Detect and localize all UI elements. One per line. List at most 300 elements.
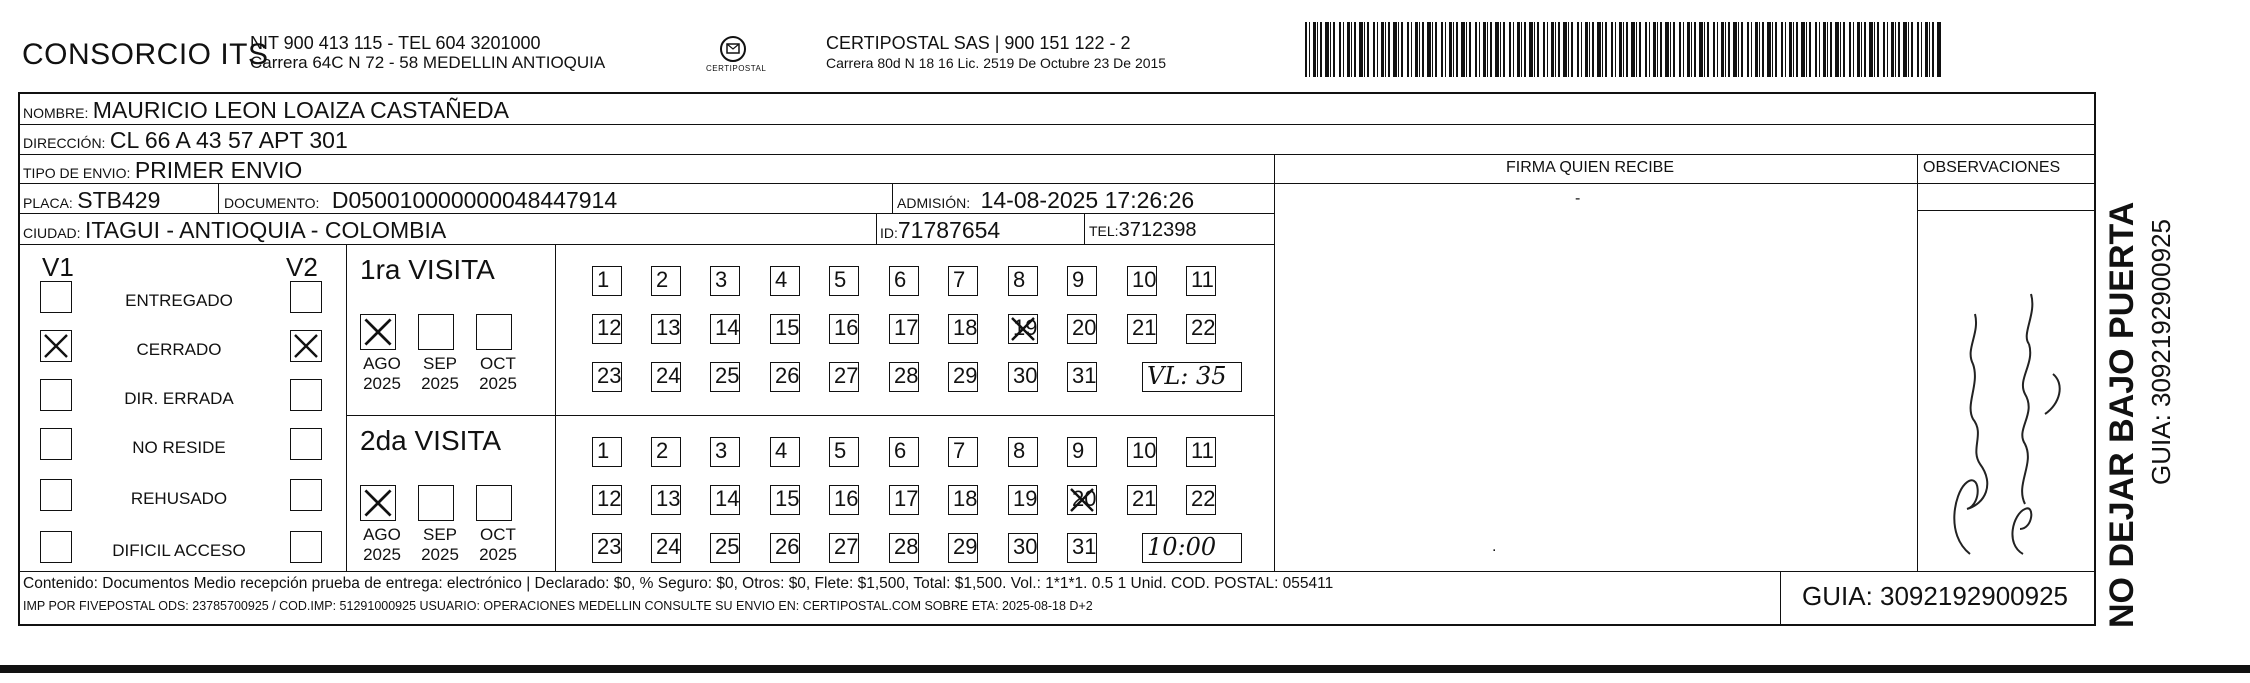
day-box[interactable]: 9 bbox=[1067, 437, 1097, 467]
status-option-label: DIR. ERRADA bbox=[124, 389, 234, 408]
placa-value: STB429 bbox=[77, 187, 161, 213]
barcode-bar bbox=[1483, 22, 1486, 77]
day-box[interactable]: 15 bbox=[770, 314, 800, 344]
barcode-bar bbox=[1347, 22, 1350, 77]
barcode-bar bbox=[1908, 22, 1909, 77]
day-box[interactable]: 8 bbox=[1008, 437, 1038, 467]
day-box[interactable]: 25 bbox=[710, 533, 740, 563]
ciudad-label: CIUDAD: bbox=[23, 225, 81, 241]
barcode-bar bbox=[1626, 22, 1628, 77]
barcode-bar bbox=[1597, 22, 1601, 77]
day-box[interactable]: 22 bbox=[1186, 314, 1216, 344]
month-label bbox=[474, 525, 522, 565]
barcode-bar bbox=[1793, 22, 1794, 77]
day-box[interactable]: 12 bbox=[592, 485, 622, 515]
barcode-bar bbox=[1343, 22, 1344, 77]
barcode-bar bbox=[1563, 22, 1567, 77]
barcode-bar bbox=[1388, 22, 1390, 77]
barcode-bar bbox=[1861, 22, 1862, 77]
barcode-bar bbox=[1325, 22, 1329, 77]
day-box[interactable]: 4 bbox=[770, 266, 800, 296]
firma-label: FIRMA QUIEN RECIBE bbox=[1506, 159, 1675, 176]
day-box[interactable]: 18 bbox=[948, 485, 978, 515]
barcode-bar bbox=[1330, 22, 1331, 77]
barcode-bar bbox=[1589, 22, 1590, 77]
status-option-label: ENTREGADO bbox=[125, 291, 233, 310]
barcode-bar bbox=[1466, 22, 1467, 77]
month-name: OCT bbox=[480, 354, 516, 373]
barcode-bar bbox=[1857, 22, 1860, 77]
day-box[interactable]: 14 bbox=[710, 485, 740, 515]
barcode-bar bbox=[1479, 22, 1480, 77]
barcode-bar bbox=[1309, 22, 1310, 77]
v1-checkbox[interactable] bbox=[40, 479, 72, 511]
v2-checkbox[interactable] bbox=[290, 428, 322, 460]
day-box[interactable]: 3 bbox=[710, 266, 740, 296]
check-x-icon bbox=[1068, 486, 1096, 514]
barcode-bar bbox=[1827, 22, 1828, 77]
month-year: 2025 bbox=[479, 374, 517, 393]
barcode-bar bbox=[1354, 22, 1356, 77]
barcode-bar bbox=[1929, 22, 1930, 77]
company-info bbox=[250, 33, 605, 73]
visit-title: 1ra VISITA bbox=[360, 254, 495, 285]
guia-number: GUIA: 3092192900925 bbox=[1802, 581, 2068, 611]
barcode-bar bbox=[1835, 22, 1839, 77]
v2-label: V2 bbox=[286, 252, 318, 282]
barcode-bar bbox=[1558, 22, 1560, 77]
day-box[interactable]: 11 bbox=[1186, 266, 1216, 296]
direccion-value: CL 66 A 43 57 APT 301 bbox=[109, 127, 348, 153]
barcode-bar bbox=[1721, 22, 1724, 77]
barcode-bar bbox=[1819, 22, 1820, 77]
barcode-bar bbox=[1364, 22, 1365, 77]
barcode-bar bbox=[1469, 22, 1471, 77]
day-box[interactable]: 5 bbox=[829, 266, 859, 296]
day-box[interactable]: 29 bbox=[948, 362, 978, 392]
barcode-bar bbox=[1490, 22, 1492, 77]
month-checkbox[interactable] bbox=[476, 485, 512, 521]
day-box[interactable]: 9 bbox=[1067, 266, 1097, 296]
check-x-icon bbox=[42, 332, 70, 360]
barcode-bar bbox=[1665, 22, 1669, 77]
barcode-bar bbox=[1398, 22, 1399, 77]
day-box[interactable]: 20 bbox=[1067, 485, 1097, 515]
month-year: 2025 bbox=[363, 545, 401, 564]
barcode-bar bbox=[1733, 22, 1737, 77]
barcode-bar bbox=[1806, 22, 1807, 77]
barcode-bar bbox=[1393, 22, 1397, 77]
v1-label: V1 bbox=[42, 252, 74, 282]
status-option-label: DIFICIL ACCESO bbox=[112, 541, 246, 560]
tel-label: TEL: bbox=[1089, 223, 1119, 239]
admision-field bbox=[897, 187, 1194, 214]
barcode-bar bbox=[1373, 22, 1375, 77]
certipostal-info bbox=[826, 33, 1166, 73]
barcode-bar bbox=[1513, 22, 1514, 77]
placa-field bbox=[23, 187, 160, 214]
barcode bbox=[1305, 22, 1942, 77]
month-year: 2025 bbox=[421, 545, 459, 564]
day-box[interactable]: 21 bbox=[1127, 314, 1157, 344]
company-nit: NIT 900 413 115 - TEL 604 3201000 bbox=[250, 33, 541, 53]
day-box[interactable]: 3 bbox=[710, 437, 740, 467]
barcode-bar bbox=[1767, 22, 1771, 77]
barcode-bar bbox=[1555, 22, 1556, 77]
check-x-icon bbox=[362, 316, 394, 348]
side-guia-number: GUIA: 3092192900925 bbox=[2146, 219, 2176, 485]
barcode-bar bbox=[1691, 22, 1692, 77]
day-box[interactable]: 1 bbox=[592, 437, 622, 467]
month-year: 2025 bbox=[421, 374, 459, 393]
barcode-bar bbox=[1815, 22, 1817, 77]
month-label bbox=[474, 354, 522, 394]
barcode-bar bbox=[1887, 22, 1888, 77]
barcode-bar bbox=[1891, 22, 1894, 77]
v2-checkbox[interactable] bbox=[290, 479, 322, 511]
barcode-bar bbox=[1917, 22, 1919, 77]
day-box[interactable]: 29 bbox=[948, 533, 978, 563]
day-box[interactable]: 11 bbox=[1186, 437, 1216, 467]
barcode-bar bbox=[1487, 22, 1488, 77]
barcode-bar bbox=[1577, 22, 1579, 77]
barcode-bar bbox=[1694, 22, 1696, 77]
day-box[interactable]: 26 bbox=[770, 533, 800, 563]
day-box[interactable]: 4 bbox=[770, 437, 800, 467]
barcode-bar bbox=[1649, 22, 1650, 77]
day-box[interactable]: 19 bbox=[1008, 314, 1038, 344]
barcode-bar bbox=[1772, 22, 1773, 77]
check-x-icon bbox=[362, 487, 394, 519]
barcode-bar bbox=[1830, 22, 1832, 77]
ciudad-value: ITAGUI - ANTIOQUIA - COLOMBIA bbox=[85, 217, 447, 243]
direccion-field bbox=[23, 127, 348, 154]
barcode-bar bbox=[1645, 22, 1647, 77]
nombre-label: NOMBRE: bbox=[23, 105, 89, 121]
barcode-bar bbox=[1427, 22, 1431, 77]
day-box[interactable]: 28 bbox=[889, 533, 919, 563]
barcode-bar bbox=[1785, 22, 1786, 77]
brand-name: CONSORCIO ITS bbox=[22, 38, 269, 71]
barcode-bar bbox=[1937, 22, 1941, 77]
barcode-bar bbox=[1619, 22, 1622, 77]
month-name: AGO bbox=[363, 354, 401, 373]
barcode-bar bbox=[1741, 22, 1743, 77]
barcode-bar bbox=[1543, 22, 1545, 77]
day-box[interactable]: 30 bbox=[1008, 362, 1038, 392]
tipo-envio-value: PRIMER ENVIO bbox=[134, 157, 303, 183]
barcode-bar bbox=[1581, 22, 1582, 77]
barcode-bar bbox=[1631, 22, 1635, 77]
month-name: SEP bbox=[422, 354, 458, 373]
signature-dot: . bbox=[1492, 538, 1497, 555]
barcode-bar bbox=[1755, 22, 1758, 77]
barcode-bar bbox=[1435, 22, 1437, 77]
day-box[interactable]: 28 bbox=[889, 362, 919, 392]
barcode-bar bbox=[1445, 22, 1446, 77]
barcode-bar bbox=[1657, 22, 1658, 77]
barcode-bar bbox=[1407, 22, 1409, 77]
barcode-bar bbox=[1704, 22, 1705, 77]
barcode-bar bbox=[1313, 22, 1316, 77]
barcode-bar bbox=[1547, 22, 1548, 77]
day-box[interactable]: 10 bbox=[1127, 266, 1157, 296]
month-year: 2025 bbox=[363, 374, 401, 393]
barcode-bar bbox=[1568, 22, 1569, 77]
day-box[interactable]: 6 bbox=[889, 437, 919, 467]
tel-value: 3712398 bbox=[1118, 219, 1197, 241]
day-box[interactable]: 17 bbox=[889, 485, 919, 515]
barcode-bar bbox=[1422, 22, 1424, 77]
day-box[interactable]: 13 bbox=[651, 314, 681, 344]
barcode-bar bbox=[1529, 22, 1533, 77]
day-box[interactable]: 2 bbox=[651, 437, 681, 467]
barcode-bar bbox=[1801, 22, 1805, 77]
observaciones-label: OBSERVACIONES bbox=[1923, 159, 2061, 176]
day-box[interactable]: 21 bbox=[1127, 485, 1157, 515]
v1-checkbox[interactable] bbox=[40, 379, 72, 411]
day-box[interactable]: 24 bbox=[651, 362, 681, 392]
certipostal-license: Carrera 80d N 18 16 Lic. 2519 De Octubre 23 De 2015 bbox=[826, 55, 1167, 71]
barcode-bar bbox=[1653, 22, 1656, 77]
day-box[interactable]: 26 bbox=[770, 362, 800, 392]
barcode-bar bbox=[1377, 22, 1378, 77]
barcode-bar bbox=[1320, 22, 1322, 77]
barcode-bar bbox=[1843, 22, 1845, 77]
signature-dash: - bbox=[1575, 190, 1581, 207]
month-name: SEP bbox=[422, 525, 458, 544]
barcode-bar bbox=[1781, 22, 1783, 77]
bottom-rule bbox=[0, 665, 2250, 673]
ciudad-field bbox=[23, 217, 446, 244]
barcode-bar bbox=[1449, 22, 1452, 77]
barcode-bar bbox=[1762, 22, 1764, 77]
barcode-bar bbox=[1738, 22, 1739, 77]
month-year: 2025 bbox=[479, 545, 517, 564]
barcode-bar bbox=[1877, 22, 1879, 77]
no-dejar-bajo-puerta: NO DEJAR BAJO PUERTA bbox=[2103, 201, 2141, 628]
v1-checkbox[interactable] bbox=[40, 428, 72, 460]
day-box[interactable]: 8 bbox=[1008, 266, 1038, 296]
id-label: ID: bbox=[880, 225, 898, 241]
visit-title: 2da VISITA bbox=[360, 425, 502, 456]
placa-label: PLACA: bbox=[23, 195, 73, 211]
imp-text: IMP POR FIVEPOSTAL ODS: 23785700925 / COD.IMP: 51291000925 USUARIO: OPERACIONES MEDELLIN CONSULTE SU ENVIO EN: CERTIPOSTAL.COM SOBRE ETA: 2025-08-18 D+2 bbox=[23, 599, 1093, 613]
barcode-bar bbox=[1874, 22, 1875, 77]
barcode-bar bbox=[1415, 22, 1418, 77]
check-x-icon bbox=[1009, 315, 1037, 343]
day-box[interactable]: 24 bbox=[651, 533, 681, 563]
tipo-envio-label: TIPO DE ENVIO: bbox=[23, 165, 131, 181]
month-checkbox[interactable] bbox=[418, 485, 454, 521]
barcode-bar bbox=[1517, 22, 1520, 77]
barcode-bar bbox=[1623, 22, 1624, 77]
day-box[interactable]: 7 bbox=[948, 266, 978, 296]
barcode-bar bbox=[1898, 22, 1900, 77]
barcode-bar bbox=[1683, 22, 1684, 77]
barcode-bar bbox=[1932, 22, 1934, 77]
barcode-bar bbox=[1351, 22, 1352, 77]
admision-label: ADMISIÓN: bbox=[897, 195, 971, 211]
day-box[interactable]: 27 bbox=[829, 362, 859, 392]
barcode-bar bbox=[1864, 22, 1866, 77]
status-option-label: REHUSADO bbox=[130, 489, 228, 508]
barcode-bar bbox=[1585, 22, 1588, 77]
barcode-bar bbox=[1461, 22, 1465, 77]
barcode-bar bbox=[1639, 22, 1641, 77]
barcode-bar bbox=[1551, 22, 1554, 77]
barcode-bar bbox=[1789, 22, 1792, 77]
day-box[interactable]: 31 bbox=[1067, 533, 1097, 563]
barcode-bar bbox=[1441, 22, 1443, 77]
barcode-bar bbox=[1840, 22, 1841, 77]
v1-checkbox[interactable] bbox=[40, 281, 72, 313]
barcode-bar bbox=[1717, 22, 1718, 77]
day-box[interactable]: 25 bbox=[710, 362, 740, 392]
contenido-text: Contenido: Documentos Medio recepción prueba de entrega: electrónico | Declarado: $0, % Seguro: $0, Otros: $0, Flete: $1,500, Total: $1,500. Vol.: 1*1*1. 0.5 1 Unid. COD. POSTAL: 055411 bbox=[23, 575, 1334, 592]
barcode-bar bbox=[1339, 22, 1341, 77]
barcode-bar bbox=[1775, 22, 1777, 77]
month-checkbox[interactable] bbox=[418, 314, 454, 350]
barcode-bar bbox=[1759, 22, 1760, 77]
day-box[interactable]: 22 bbox=[1186, 485, 1216, 515]
day-box[interactable]: 6 bbox=[889, 266, 919, 296]
barcode-bar bbox=[1925, 22, 1928, 77]
barcode-bar bbox=[1687, 22, 1690, 77]
barcode-bar bbox=[1869, 22, 1873, 77]
day-box[interactable]: 23 bbox=[592, 362, 622, 392]
day-box[interactable]: 27 bbox=[829, 533, 859, 563]
barcode-bar bbox=[1432, 22, 1433, 77]
barcode-bar bbox=[1385, 22, 1386, 77]
barcode-bar bbox=[1660, 22, 1662, 77]
barcode-bar bbox=[1317, 22, 1318, 77]
barcode-bar bbox=[1751, 22, 1752, 77]
delivery-form bbox=[18, 92, 2096, 626]
day-box[interactable]: 15 bbox=[770, 485, 800, 515]
day-box[interactable]: 16 bbox=[829, 485, 859, 515]
nombre-field bbox=[23, 97, 509, 124]
id-value: 71787654 bbox=[897, 217, 1001, 243]
barcode-bar bbox=[1903, 22, 1907, 77]
barcode-bar bbox=[1713, 22, 1715, 77]
barcode-bar bbox=[1453, 22, 1454, 77]
barcode-bar bbox=[1611, 22, 1613, 77]
barcode-bar bbox=[1911, 22, 1913, 77]
logo-caption: CERTIPOSTAL bbox=[706, 64, 767, 73]
company-address: Carrera 64C N 72 - 58 MEDELLIN ANTIOQUIA bbox=[250, 53, 606, 72]
day-box[interactable]: 12 bbox=[592, 314, 622, 344]
barcode-bar bbox=[1636, 22, 1637, 77]
day-box[interactable]: 1 bbox=[592, 266, 622, 296]
barcode-bar bbox=[1534, 22, 1535, 77]
barcode-bar bbox=[1796, 22, 1798, 77]
barcode-bar bbox=[1419, 22, 1420, 77]
barcode-bar bbox=[1381, 22, 1384, 77]
month-name: AGO bbox=[363, 525, 401, 544]
barcode-bar bbox=[1359, 22, 1363, 77]
barcode-bar bbox=[1728, 22, 1730, 77]
observaciones-handwriting bbox=[1925, 254, 2085, 564]
id-field bbox=[880, 217, 1000, 244]
v1-checkbox[interactable] bbox=[40, 531, 72, 563]
barcode-bar bbox=[1615, 22, 1616, 77]
v2-checkbox[interactable] bbox=[290, 281, 322, 313]
barcode-bar bbox=[1537, 22, 1539, 77]
day-box[interactable]: 30 bbox=[1008, 533, 1038, 563]
barcode-bar bbox=[1524, 22, 1526, 77]
month-label bbox=[416, 354, 464, 394]
barcode-bar bbox=[1592, 22, 1594, 77]
barcode-bar bbox=[1305, 22, 1307, 77]
barcode-bar bbox=[1679, 22, 1681, 77]
day-box[interactable]: 7 bbox=[948, 437, 978, 467]
barcode-bar bbox=[1367, 22, 1369, 77]
day-box[interactable]: 13 bbox=[651, 485, 681, 515]
barcode-bar bbox=[1503, 22, 1505, 77]
day-box[interactable]: 18 bbox=[948, 314, 978, 344]
v2-checkbox[interactable] bbox=[290, 379, 322, 411]
barcode-bar bbox=[1895, 22, 1896, 77]
barcode-bar bbox=[1521, 22, 1522, 77]
barcode-bar bbox=[1707, 22, 1709, 77]
month-label bbox=[358, 525, 406, 565]
day-box[interactable]: 10 bbox=[1127, 437, 1157, 467]
barcode-bar bbox=[1673, 22, 1675, 77]
barcode-bar bbox=[1809, 22, 1811, 77]
barcode-bar bbox=[1725, 22, 1726, 77]
day-box[interactable]: 14 bbox=[710, 314, 740, 344]
barcode-bar bbox=[1456, 22, 1458, 77]
day-box[interactable]: 16 bbox=[829, 314, 859, 344]
month-label bbox=[416, 525, 464, 565]
tel-field bbox=[1089, 219, 1196, 242]
barcode-bar bbox=[1605, 22, 1607, 77]
barcode-bar bbox=[1823, 22, 1826, 77]
v2-checkbox[interactable] bbox=[290, 531, 322, 563]
barcode-bar bbox=[1853, 22, 1854, 77]
documento-label: DOCUMENTO: bbox=[224, 195, 320, 211]
barcode-bar bbox=[1849, 22, 1851, 77]
barcode-bar bbox=[1670, 22, 1671, 77]
status-option-label: NO RESIDE bbox=[132, 438, 226, 457]
month-name: OCT bbox=[480, 525, 516, 544]
day-box[interactable]: 31 bbox=[1067, 362, 1097, 392]
day-box[interactable]: 20 bbox=[1067, 314, 1097, 344]
direccion-label: DIRECCIÓN: bbox=[23, 135, 106, 151]
barcode-bar bbox=[1333, 22, 1335, 77]
admision-value: 14-08-2025 17:26:26 bbox=[980, 187, 1195, 213]
barcode-bar bbox=[1500, 22, 1501, 77]
certipostal-logo-icon bbox=[718, 34, 748, 64]
day-box[interactable]: 17 bbox=[889, 314, 919, 344]
barcode-bar bbox=[1699, 22, 1703, 77]
tipo-envio-field bbox=[23, 157, 302, 184]
barcode-bar bbox=[1747, 22, 1749, 77]
day-box[interactable]: 19 bbox=[1008, 485, 1038, 515]
day-box[interactable]: 23 bbox=[592, 533, 622, 563]
visit-time-handwritten: 10:00 bbox=[1142, 533, 1242, 563]
barcode-bar bbox=[1921, 22, 1922, 77]
barcode-bar bbox=[1475, 22, 1477, 77]
visit-time-handwritten: VL: 35 bbox=[1142, 362, 1242, 392]
barcode-bar bbox=[1571, 22, 1573, 77]
barcode-bar bbox=[1602, 22, 1603, 77]
day-box[interactable]: 2 bbox=[651, 266, 681, 296]
day-box[interactable]: 5 bbox=[829, 437, 859, 467]
barcode-bar bbox=[1495, 22, 1499, 77]
month-checkbox[interactable] bbox=[476, 314, 512, 350]
